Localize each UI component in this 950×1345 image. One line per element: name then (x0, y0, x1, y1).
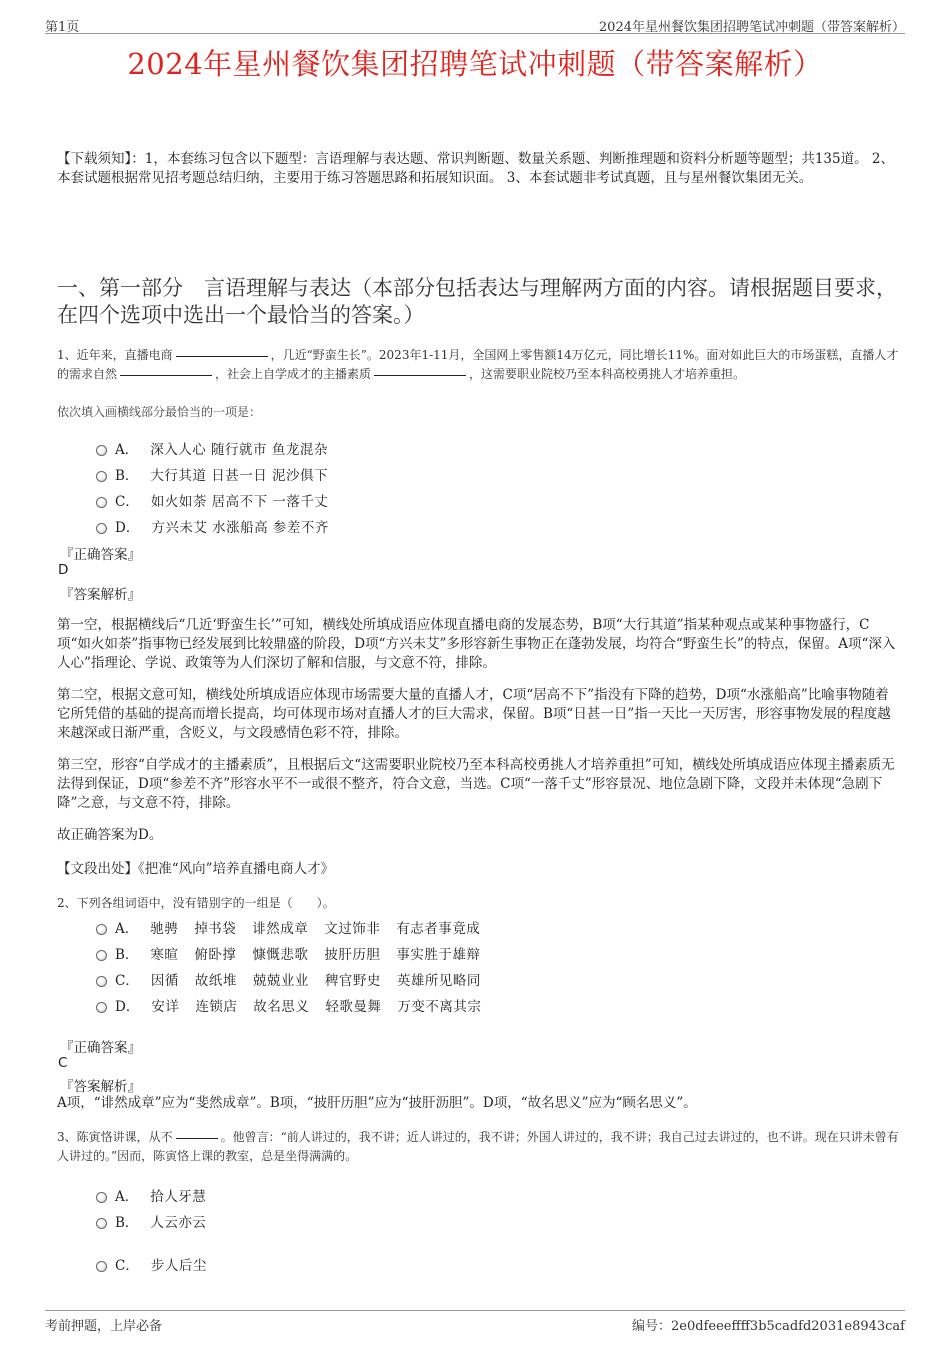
radio-button[interactable] (96, 976, 107, 987)
header-doc-title: 2024年星州餐饮集团招聘笔试冲刺题（带答案解析） (598, 20, 905, 35)
radio-button[interactable] (96, 1261, 107, 1272)
question-1-stem: 1、近年来，直播电商 ，几近“野蛮生长”。2023年1-11月，全国网上零售额14万亿元，同比增长11%。面对如此巨大的市场蛋糕，直播人才的需求自然 ，社会上自学成才的主播素质 ，这需要职业院校乃至本科高校勇挑人才培养重担。 (57, 348, 899, 381)
footer-divider (45, 1310, 905, 1311)
q2-option-b[interactable]: B． 寒暄 俯卧撑 慷慨悲歌 披肝历胆 事实胜于雄辩 (96, 943, 480, 963)
q2-answer: C (58, 1055, 68, 1071)
q1-option-a[interactable]: A． 深入人心 随行就市 鱼龙混杂 (96, 438, 328, 458)
q2-option-c[interactable]: C． 因循 故纸堆 兢兢业业 稗官野史 英雄所见略同 (96, 969, 481, 989)
q1-option-d[interactable]: D． 方兴未艾 水涨船高 参差不齐 (96, 516, 329, 536)
footer-slogan: 考前押题，上岸必备 (45, 1319, 163, 1334)
page-title: 2024年星州餐饮集团招聘笔试冲刺题（带答案解析） (127, 47, 823, 81)
correct-answer-label: 『正确答案』 (60, 547, 141, 563)
radio-button[interactable] (96, 1192, 107, 1203)
q2-option-a[interactable]: A． 驰骋 掉书袋 诽然成章 文过饰非 有志者事竟成 (96, 917, 480, 937)
q1-option-b[interactable]: B． 大行其道 日甚一日 泥沙俱下 (96, 464, 328, 484)
q1-analysis-3: 第三空，形容“自学成才的主播素质”，且根据后文“这需要职业院校乃至本科高校勇挑人才培养重担”可知，横线处所填成语应体现主播素质无法得到保证，D项“参差不齐”形容水平不一或很不整齐，符合文意，当选。C项“一落千丈”形容景况、地位急剧下降，文段并未体现“急剧下降”之意，与文意不符，排除。 (57, 757, 895, 811)
correct-answer-label: 『正确答案』 (60, 1040, 141, 1056)
q1-analysis-conclusion: 故正确答案为D。 (57, 827, 163, 843)
q1-answer: D (58, 562, 69, 578)
q3-option-a[interactable]: A． 拾人牙慧 (96, 1185, 206, 1205)
question-3-stem: 3、陈寅恪讲课，从不 。他曾言：“前人讲过的，我不讲；近人讲过的，我不讲；外国人讲过的，我不讲；我自己过去讲过的，也不讲。现在只讲未曾有人讲过的。”因而，陈寅恪上课的教室，总是坐得满满的。 (57, 1130, 899, 1163)
radio-button[interactable] (96, 445, 107, 456)
section-heading: 一、第一部分 言语理解与表达（本部分包括表达与理解两方面的内容。请根据题目要求，在四个选项中选出一个最恰当的答案。） (57, 276, 897, 327)
radio-button[interactable] (96, 497, 107, 508)
radio-button[interactable] (96, 523, 107, 534)
radio-button[interactable] (96, 1218, 107, 1229)
radio-button[interactable] (96, 924, 107, 935)
footer-doc-id: 编号：2e0dfeeeffff3b5cadfd2031e8943caf (632, 1319, 905, 1334)
q2-option-d[interactable]: D． 安详 连锁店 故名思义 轻歌曼舞 万变不离其宗 (96, 995, 481, 1015)
header-divider (45, 33, 905, 34)
q3-option-b[interactable]: B． 人云亦云 (96, 1211, 206, 1231)
q1-analysis-2: 第二空，根据文意可知，横线处所填成语应体现市场需要大量的直播人才，C项“居高不下”指没有下降的趋势，D项“水涨船高”比喻事物随着它所凭借的基础的提高而增长提高，均可体现市场对直播人才的巨大需求，保留。B项“日甚一日”指一天比一天厉害，形容事物发展的程度越来越深或日渐严重，含贬义，与文段感情色彩不符，排除。 (57, 687, 891, 741)
blank-line (374, 366, 466, 376)
radio-button[interactable] (96, 950, 107, 961)
analysis-label: 『答案解析』 (60, 1079, 141, 1095)
blank-line (176, 1129, 218, 1139)
q1-analysis-1: 第一空，根据横线后“几近‘野蛮生长’”可知，横线处所填成语应体现直播电商的发展态势，B项“大行其道”指某种观点或某种事物盛行，C项“如火如荼”指事物已经发展到比较鼎盛的阶段，D项“方兴未艾”多形容新生事物正在蓬勃发展，均符合“野蛮生长”的特点，保留。A项“深入人心”指理论、学说、政策等为人们深切了解和信服，与文意不符，排除。 (57, 617, 896, 671)
radio-button[interactable] (96, 1002, 107, 1013)
question-1-instruction: 依次填入画横线部分最恰当的一项是： (57, 405, 262, 419)
radio-button[interactable] (96, 471, 107, 482)
download-notice: 【下载须知】：1，本套练习包含以下题型：言语理解与表达题、常识判断题、数量关系题、判断推理题和资料分析题等题型；共135道。 2、本套试题根据常见招考题总结归纳，主要用于练习答题思路和拓展知识面。 3、本套试题非考试真题，且与星州餐饮集团无关。 (57, 151, 894, 186)
analysis-label: 『答案解析』 (60, 587, 141, 603)
question-2-stem: 2、下列各组词语中，没有错别字的一组是（ ）。 (57, 896, 335, 910)
q3-option-c[interactable]: C． 步人后尘 (96, 1254, 207, 1274)
q2-analysis: A项，“诽然成章”应为“斐然成章”。B项，“披肝历胆”应为“披肝沥胆”。D项，“故名思义”应为“顾名思义”。 (57, 1095, 697, 1111)
blank-line (120, 366, 212, 376)
q1-option-c[interactable]: C． 如火如荼 居高不下 一落千丈 (96, 490, 328, 510)
q1-source: 【文段出处】《把准“风向”培养直播电商人才》 (57, 861, 335, 877)
blank-line (176, 347, 268, 357)
page-number: 第1页 (45, 20, 80, 35)
